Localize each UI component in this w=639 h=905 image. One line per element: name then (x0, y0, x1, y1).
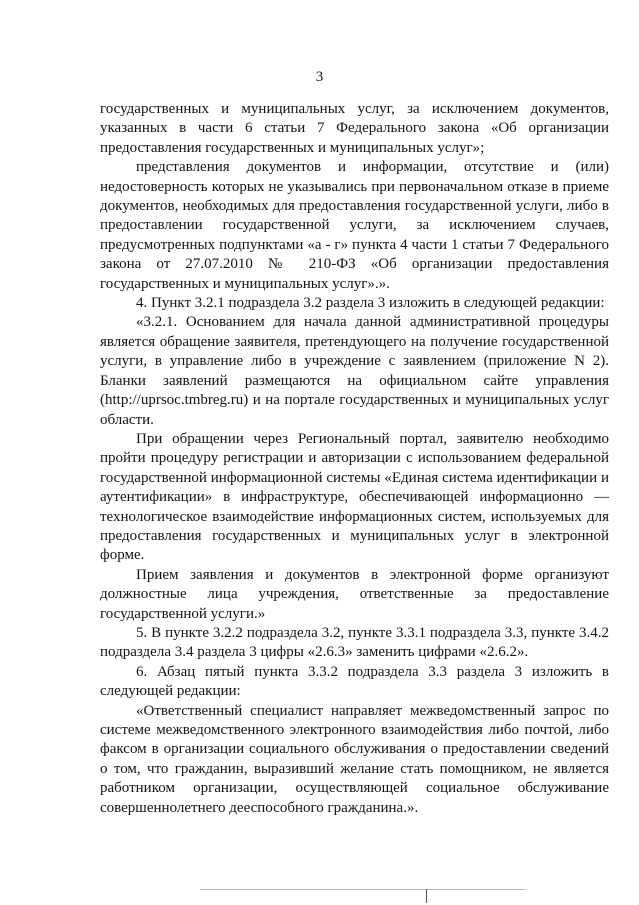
paragraph-item-4: 4. Пункт 3.2.1 подраздела 3.2 раздела 3 изложить в следующей редакции: (136, 295, 605, 312)
paragraph-reception: Прием заявления и документов в электронной форме организуют должностные лица учреждения, ответственные за предоставление государственной услуги.» (100, 566, 609, 622)
paragraph-3-2-1: «3.2.1. Основанием для начала данной административной процедуры является обращение заявителя, претендующего на получение государственной услуги, в управление либо в учреждение с заявлением (приложение N 2). Бланки заявлений размещаются на официальном сайте управления (http://uprsoc.tmbreg.ru) и на портале государственных и муниципальных услуг области. (100, 314, 609, 428)
footer-divider (200, 889, 526, 890)
paragraph-item-6: 6. Абзац пятый пункта 3.3.2 подраздела 3.3 раздела 3 изложить в следующей редакции: (100, 663, 609, 700)
paragraph-item-5: 5. В пункте 3.2.2 подраздела 3.2, пункте 3.3.1 подраздела 3.3, пункте 3.4.2 подраздела 3.4 раздела 3 цифры «2.6.3» заменить цифрами «2.6.2». (100, 624, 609, 661)
paragraph-specialist: «Ответственный специалист направляет межведомственный запрос по системе межведомственного электронного взаимодействия либо почтой, либо факсом в организации социального обслуживания о предоставлении сведений о том, что гражданин, выразивший желание стать помощником, не является работником организации, осуществляющей социальное обслуживание совершеннолетнего дееспособного гражданина.». (100, 702, 609, 816)
paragraph-regional-portal: При обращении через Региональный портал, заявителю необходимо пройти процедуру регистрации и авторизации с использованием федеральной государственной информационной системы «Единая система идентификации и аутентификации» в инфраструктуре, обеспечивающей информационно — технологическое взаимодействие информационных систем, используемых для предоставления государственных и муниципальных услуг в электронной форме. (100, 430, 609, 564)
document-body (100, 100, 609, 818)
paragraph-documents-info: представления документов и информации, отсутствие и (или) недостоверность которых не указывались при первоначальном отказе в приеме документов, необходимых для предоставления государственной услуги, либо в предоставлении государственной услуги, за исключением случаев, предусмотренных подпунктами «а - г» пункта 4 части 1 статьи 7 Федерального закона от 27.07.2010 № 210-ФЗ «Об организации предоставления государственных и муниципальных услуг».». (100, 159, 609, 292)
page-number: 3 (315, 69, 324, 85)
paragraph-continuation: государственных и муниципальных услуг, за исключением документов, указанных в части 6 статьи 7 Федерального закона «Об организации предоставления государственных и муниципальных услуг»; (100, 101, 609, 156)
footer-tick-mark (426, 889, 427, 903)
